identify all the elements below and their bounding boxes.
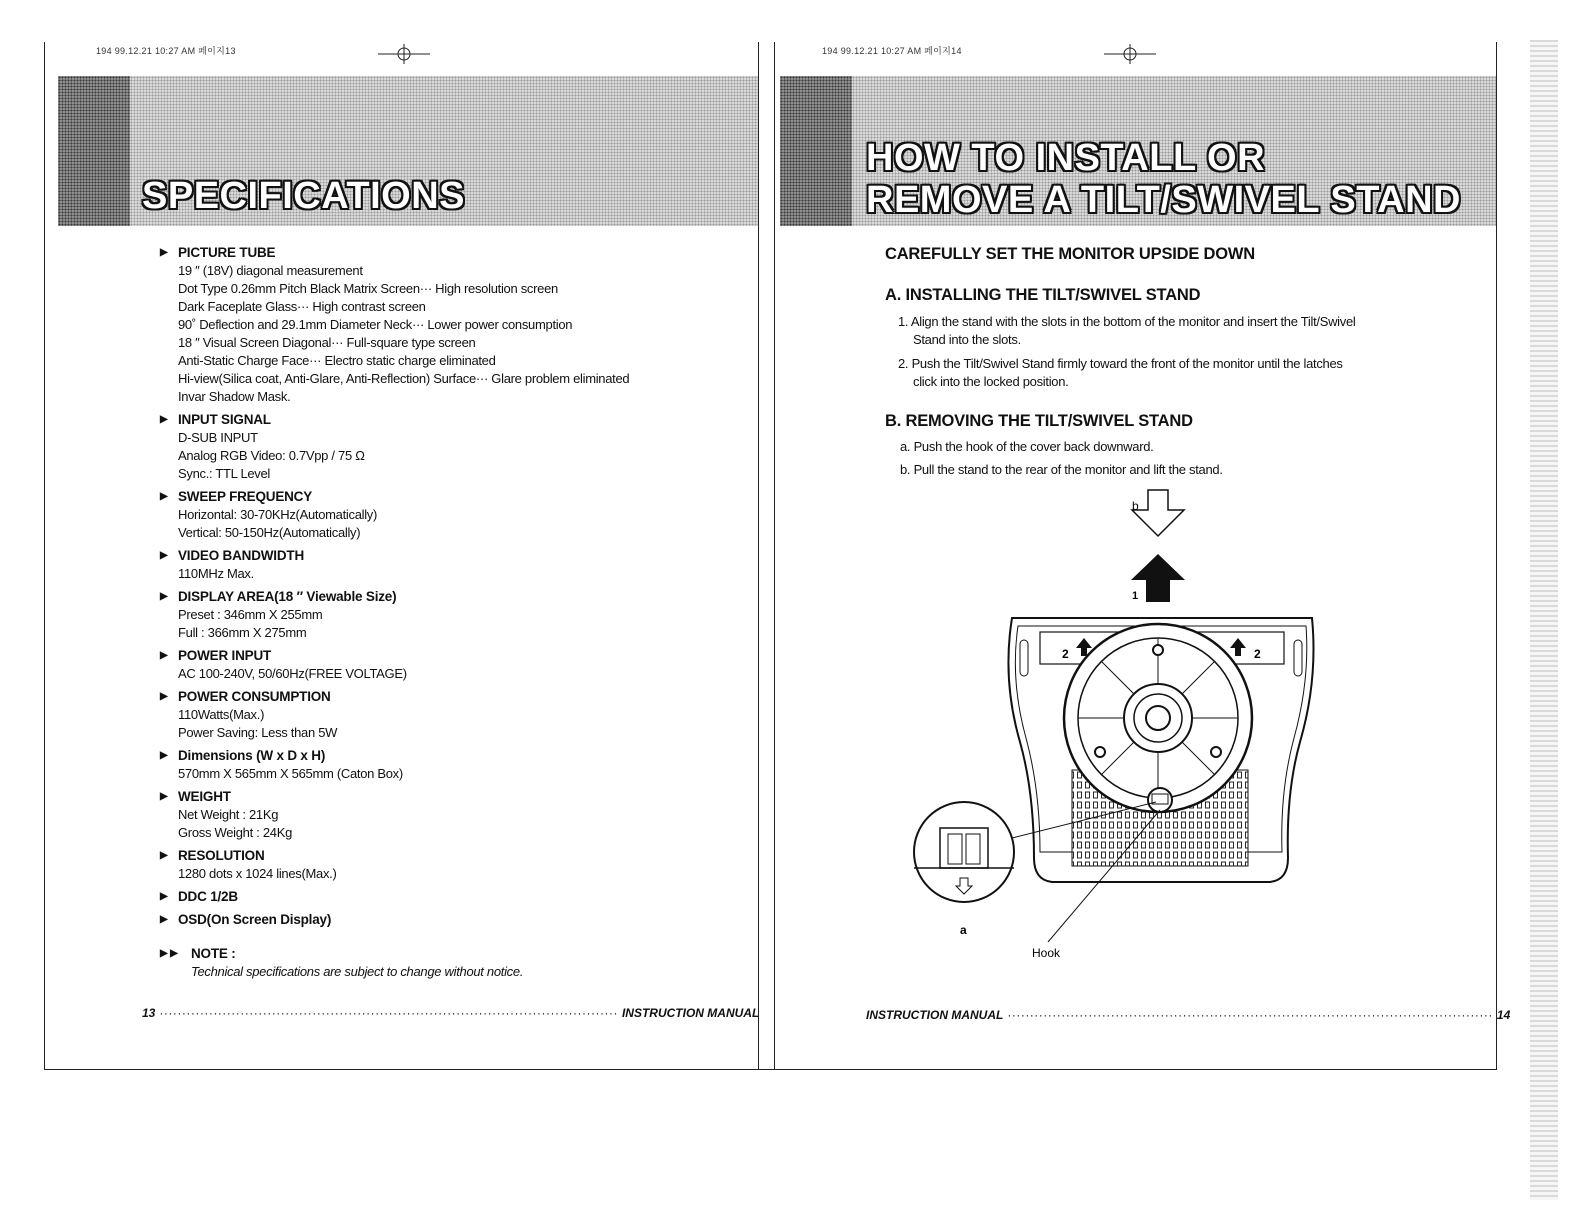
scan-edge-shadow (1530, 40, 1558, 1200)
step-a (900, 438, 1153, 456)
note-block (160, 945, 720, 981)
bullet-arrow-icon: ▶ (160, 850, 168, 861)
step-text-cont: Stand into the slots. (913, 332, 1021, 347)
spec-item (160, 847, 720, 883)
spec-heading: RESOLUTION (178, 848, 265, 863)
footer-manual-label: INSTRUCTION MANUAL (866, 1008, 1004, 1022)
footer-manual-label: INSTRUCTION MANUAL (621, 1006, 760, 1020)
spec-heading: DDC 1/2B (178, 889, 238, 904)
spec-item (160, 244, 720, 406)
spec-item (160, 488, 720, 542)
double-arrow-icon: ▶ ▶ (160, 948, 178, 959)
spec-line: Analog RGB Video: 0.7Vpp / 75 Ω (178, 448, 365, 463)
bullet-arrow-icon: ▶ (160, 691, 168, 702)
spec-heading: PICTURE TUBE (178, 245, 276, 260)
registration-mark-left (378, 44, 430, 64)
spec-item (160, 647, 720, 683)
spec-heading: INPUT SIGNAL (178, 412, 271, 427)
spec-line: 19 ″ (18V) diagonal measurement (178, 263, 363, 278)
label-hook: Hook (1032, 946, 1061, 960)
page-title-line-1: HOW TO INSTALL OR (866, 137, 1266, 179)
footer-leader-dots: ······································································································ (159, 1006, 618, 1020)
spec-line: D-SUB INPUT (178, 430, 258, 445)
spec-line: 18 ″ Visual Screen Diagonal··· Full-square type screen (178, 335, 476, 350)
down-arrow-outline-icon (1132, 490, 1184, 536)
spec-heading: OSD(On Screen Display) (178, 912, 332, 927)
footer-leader-dots: ············································································································ (1007, 1008, 1493, 1022)
spec-item (160, 747, 720, 783)
bottom-frame-line (44, 1069, 1497, 1070)
page-title-line-2: REMOVE A TILT/SWIVEL STAND (866, 179, 1461, 221)
spec-line: 90˚ Deflection and 29.1mm Diameter Neck··· Lower power consumption (178, 317, 573, 332)
right-edge-line (1496, 42, 1497, 1070)
section-b-heading: B. REMOVING THE TILT/SWIVEL STAND (885, 412, 1193, 430)
footer-right (866, 1008, 1511, 1022)
step-letter: b. (900, 462, 911, 477)
spec-item (160, 547, 720, 583)
spec-list (160, 244, 720, 986)
bullet-arrow-icon: ▶ (160, 550, 168, 561)
step-number: 2. (898, 356, 909, 371)
step-text: Push the Tilt/Swivel Stand firmly toward the front of the monitor until the latches (911, 356, 1343, 371)
bullet-arrow-icon: ▶ (160, 750, 168, 761)
right-title-band-accent (780, 76, 852, 226)
step-text: Align the stand with the slots in the bottom of the monitor and insert the Tilt/Swivel (910, 314, 1356, 329)
spec-line: 1280 dots x 1024 lines(Max.) (178, 866, 337, 881)
label-a: a (960, 923, 967, 937)
footer-left (142, 1006, 760, 1020)
spec-line: Preset : 346mm X 255mm (178, 607, 323, 622)
spec-line: Dark Faceplate Glass··· High contrast screen (178, 299, 426, 314)
left-edge-line (44, 42, 45, 1070)
spec-heading: WEIGHT (178, 789, 231, 804)
label-b: b (1132, 499, 1139, 513)
intro-heading: CAREFULLY SET THE MONITOR UPSIDE DOWN (885, 245, 1255, 263)
registration-mark-right (1104, 44, 1156, 64)
spec-heading: Dimensions (W x D x H) (178, 748, 326, 763)
step-number: 1. (898, 314, 909, 329)
page-number: 14 (1496, 1008, 1511, 1022)
bullet-arrow-icon: ▶ (160, 891, 168, 902)
stand-diagram (900, 480, 1340, 970)
spec-item (160, 788, 720, 842)
page-title-specifications: SPECIFICATIONS (142, 175, 465, 217)
spec-item (160, 411, 720, 483)
spec-line: Dot Type 0.26mm Pitch Black Matrix Screen··· High resolution screen (178, 281, 558, 296)
spec-line: Horizontal: 30-70KHz(Automatically) (178, 507, 378, 522)
spec-heading: DISPLAY AREA(18 ″ Viewable Size) (178, 589, 397, 604)
bullet-arrow-icon: ▶ (160, 791, 168, 802)
spec-line: Power Saving: Less than 5W (178, 725, 338, 740)
print-header-right: 194 99.12.21 10:27 AM 페이지14 (822, 46, 962, 56)
bullet-arrow-icon: ▶ (160, 591, 168, 602)
left-title-band-accent (58, 76, 130, 226)
spec-line: Vertical: 50-150Hz(Automatically) (178, 525, 361, 540)
up-arrow-solid-icon (1131, 554, 1185, 602)
spec-line: 110Watts(Max.) (178, 707, 265, 722)
label-2-right: 2 (1254, 647, 1261, 661)
bullet-arrow-icon: ▶ (160, 414, 168, 425)
bullet-arrow-icon: ▶ (160, 247, 168, 258)
bullet-arrow-icon: ▶ (160, 914, 168, 925)
step-text: Pull the stand to the rear of the monitor and lift the stand. (913, 462, 1223, 477)
step-1 (898, 313, 1398, 349)
gutter-line-1 (758, 42, 759, 1070)
spec-line: AC 100-240V, 50/60Hz(FREE VOLTAGE) (178, 666, 407, 681)
spec-line: Net Weight : 21Kg (178, 807, 279, 822)
bullet-arrow-icon: ▶ (160, 491, 168, 502)
step-b (900, 461, 1223, 479)
spec-heading: VIDEO BANDWIDTH (178, 548, 304, 563)
step-text-cont: click into the locked position. (913, 374, 1069, 389)
label-2-left: 2 (1062, 647, 1069, 661)
step-2 (898, 355, 1398, 391)
spec-heading: POWER INPUT (178, 648, 272, 663)
spec-line: Invar Shadow Mask. (178, 389, 291, 404)
label-1: 1 (1132, 590, 1139, 602)
spec-heading: POWER CONSUMPTION (178, 689, 331, 704)
bullet-arrow-icon: ▶ (160, 650, 168, 661)
spec-line: 110MHz Max. (178, 566, 254, 581)
print-header-left: 194 99.12.21 10:27 AM 페이지13 (96, 46, 236, 56)
spec-line: Hi-view(Silica coat, Anti-Glare, Anti-Reflection) Surface··· Glare problem eliminated (178, 371, 630, 386)
section-a-heading: A. INSTALLING THE TILT/SWIVEL STAND (885, 286, 1201, 304)
step-text: Push the hook of the cover back downward. (913, 439, 1154, 454)
spec-item (160, 688, 720, 742)
spec-item (160, 588, 720, 642)
spec-line: Full : 366mm X 275mm (178, 625, 307, 640)
spec-line: Sync.: TTL Level (178, 466, 271, 481)
page-number: 13 (142, 1006, 156, 1020)
spec-line: 570mm X 565mm X 565mm (Caton Box) (178, 766, 403, 781)
spec-item (160, 911, 720, 929)
spec-line: Anti-Static Charge Face··· Electro static charge eliminated (178, 353, 496, 368)
note-text: Technical specifications are subject to change without notice. (191, 964, 524, 979)
spec-heading: SWEEP FREQUENCY (178, 489, 313, 504)
note-label: NOTE : (191, 946, 236, 961)
spec-item (160, 888, 720, 906)
spec-line: Gross Weight : 24Kg (178, 825, 293, 840)
gutter-line-2 (774, 42, 775, 1070)
step-letter: a. (900, 439, 911, 454)
